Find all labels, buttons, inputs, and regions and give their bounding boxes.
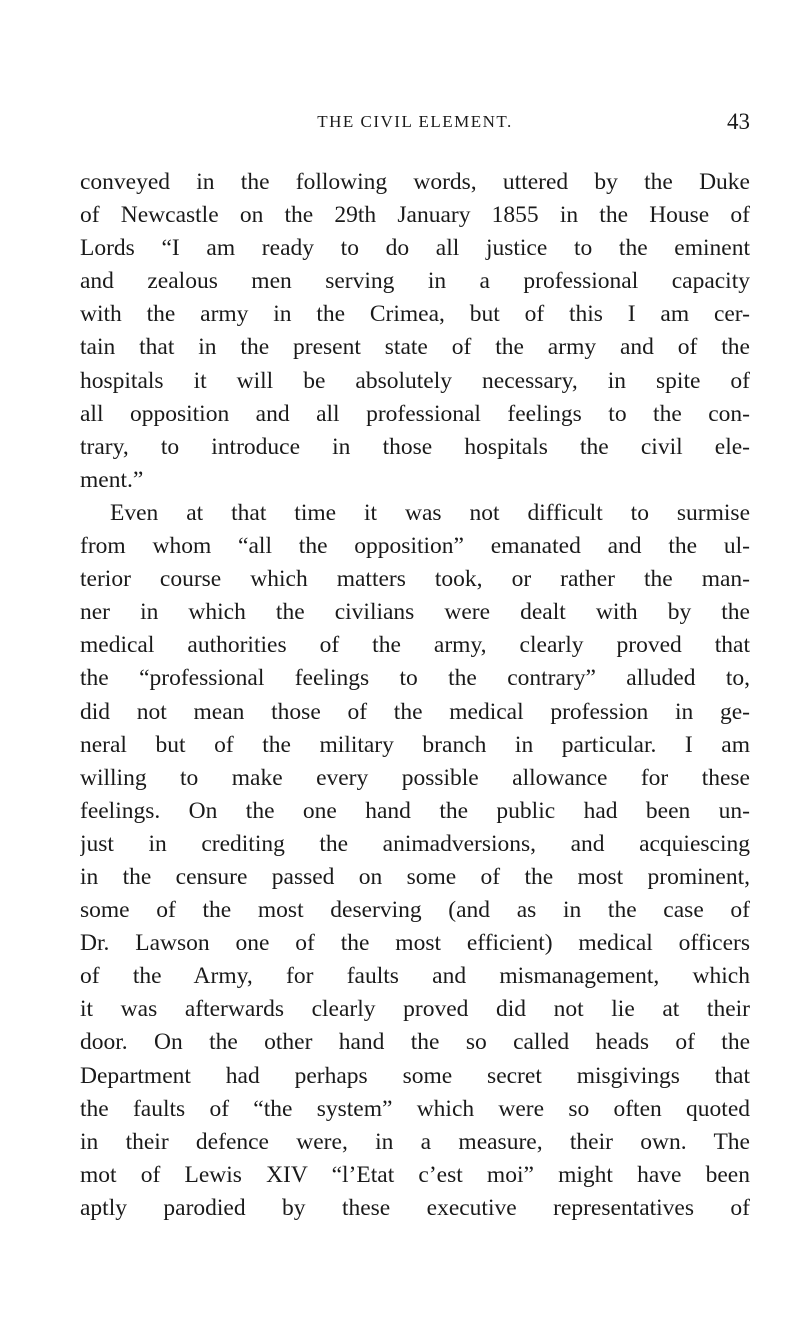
text-line: door. On the other hand the so called heads of the	[80, 1029, 750, 1056]
text-line: conveyed in the following words, uttered by the Duke	[80, 169, 750, 195]
text-line: willing to make every possible allowance for these	[80, 764, 750, 791]
text-line: tain that in the present state of the army and of the	[80, 334, 750, 361]
text-line: ner in which the civilians were dealt with by the	[80, 599, 750, 626]
text-line: all opposition and all professional feelings to the con-	[80, 400, 750, 427]
text-line: the “professional feelings to the contrary” alluded to,	[80, 665, 750, 692]
text-line: some of the most deserving (and as in the case of	[80, 897, 750, 924]
text-line: Lords “I am ready to do all justice to the eminent	[80, 235, 750, 262]
text-line: Even at that time it was not difficult to surmise	[110, 499, 750, 526]
text-line: trary, to introduce in those hospitals the civil ele-	[80, 433, 750, 460]
text-line: neral but of the military branch in particular. I am	[80, 731, 750, 758]
text-line: in the censure passed on some of the most prominent,	[80, 863, 750, 890]
text-line: of the Army, for faults and mismanagement, which	[80, 963, 750, 990]
text-line: ment.”	[80, 466, 144, 493]
text-line: Department had perhaps some secret misgivings that	[80, 1062, 750, 1089]
text-line: aptly parodied by these executive representatives of	[80, 1194, 750, 1221]
text-line: the faults of “the system” which were so often quoted	[80, 1095, 750, 1122]
text-line: of Newcastle on the 29th January 1855 in the House of	[80, 202, 750, 229]
page-number: 43	[727, 109, 750, 134]
text-line: in their defence were, in a measure, their own. The	[80, 1128, 750, 1155]
text-line: and zealous men serving in a professional capacity	[80, 268, 750, 295]
running-head	[80, 108, 750, 136]
text-line: did not mean those of the medical profession in ge-	[80, 698, 750, 725]
text-line: Dr. Lawson one of the most efficient) medical officers	[80, 930, 750, 957]
text-line: terior course which matters took, or rather the man-	[80, 566, 750, 593]
text-line: hospitals it will be absolutely necessary, in spite of	[80, 367, 750, 394]
text-line: from whom “all the opposition” emanated and the ul-	[80, 533, 750, 560]
text-line: mot of Lewis XIV “l’Etat c’est moi” might have been	[80, 1161, 750, 1188]
text-line: with the army in the Crimea, but of this I am cer-	[80, 301, 750, 328]
text-line: just in crediting the animadversions, and acquiescing	[80, 830, 750, 857]
text-line: feelings. On the one hand the public had been un-	[80, 797, 750, 824]
text-line: it was afterwards clearly proved did not lie at their	[80, 996, 750, 1023]
body-text	[80, 166, 750, 1225]
text-line: medical authorities of the army, clearly proved that	[80, 632, 750, 659]
running-title: THE CIVIL ELEMENT.	[317, 112, 513, 131]
